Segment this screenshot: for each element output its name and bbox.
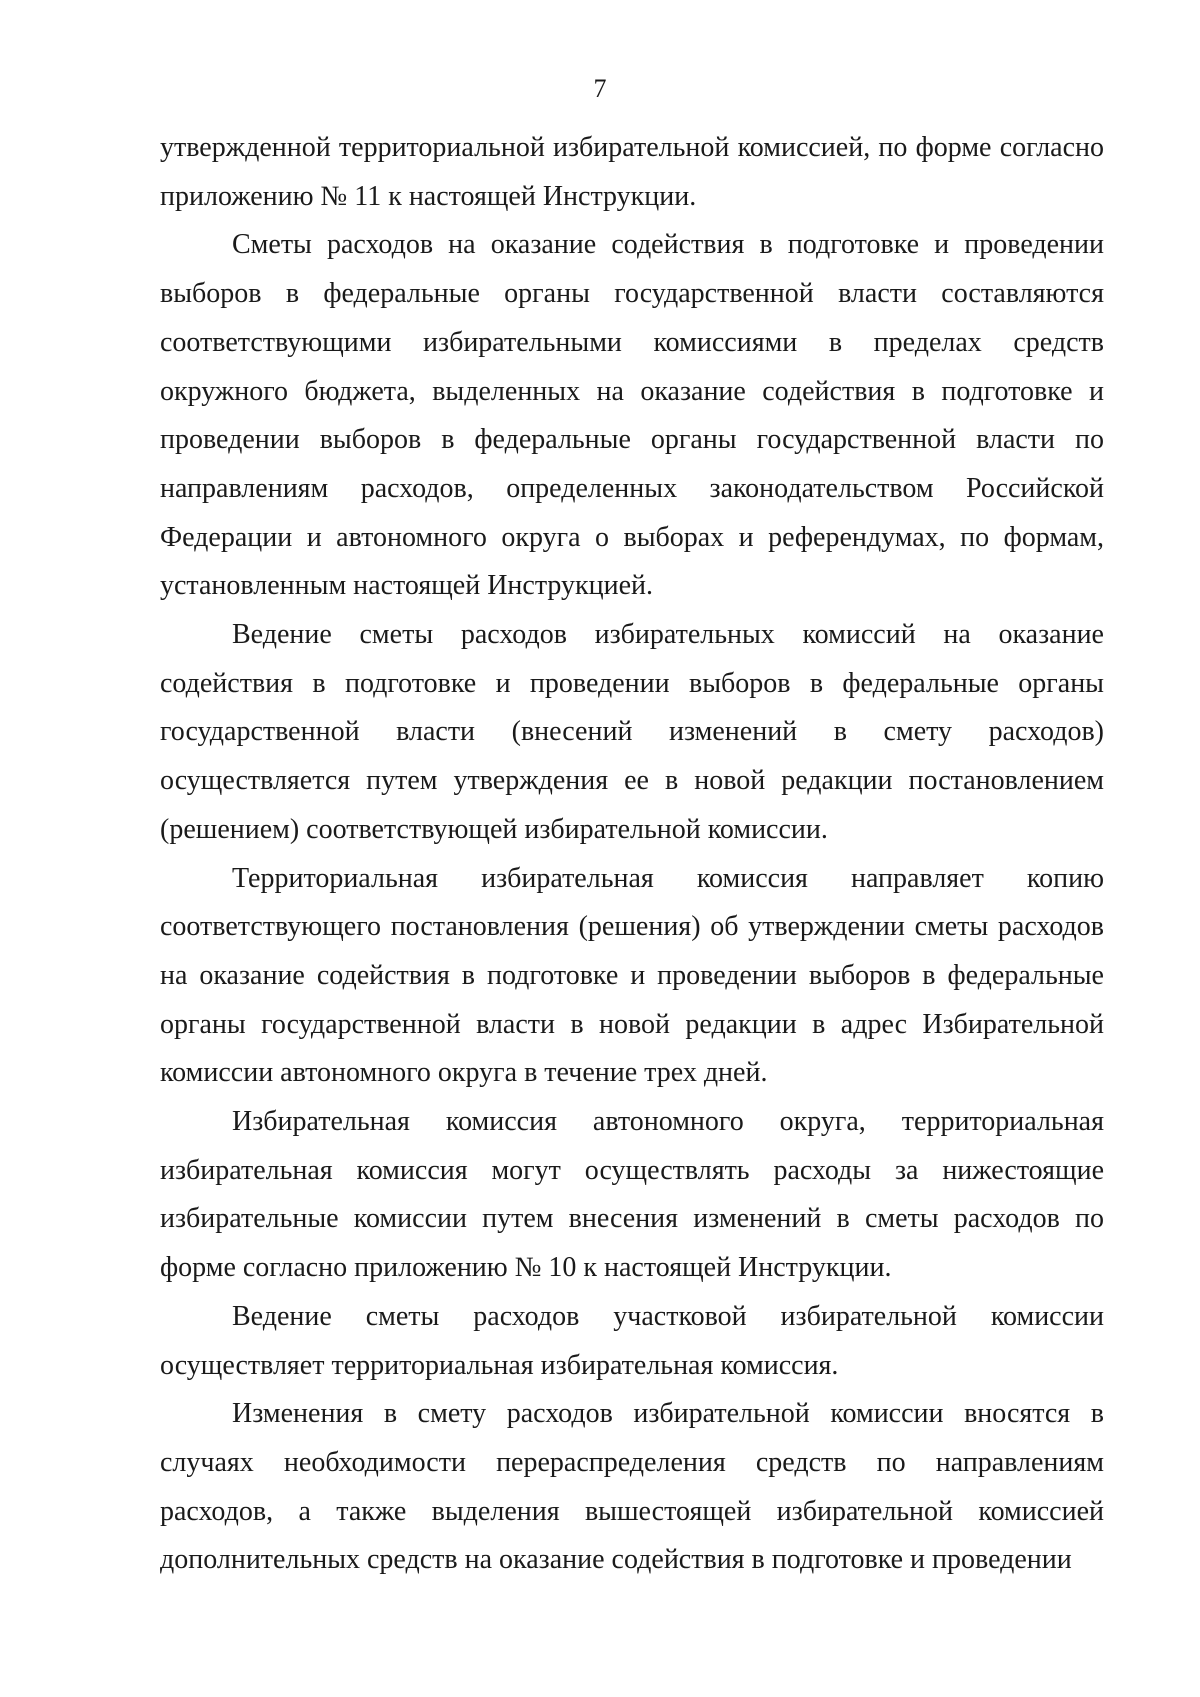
paragraph-6: Ведение сметы расходов участковой избирательной комиссии осуществляет территориальная избирательная комиссия.: [160, 1300, 1104, 1381]
paragraph-4: Территориальная избирательная комиссия направляет копию соответствующего постановления (решения) об утверждении сметы расходов на оказание содействия в подготовке и проведении выборов в федеральные органы государственной власти в новой редакции в адрес Избирательной комиссии автономного округа в течение трех дней.: [160, 862, 1104, 1089]
paragraph-3: Ведение сметы расходов избирательных комиссий на оказание содействия в подготовке и проведении выборов в федеральные органы государственной власти (внесений изменений в смету расходов) осуществляется путем утверждения ее в новой редакции постановлением (решением) соответствующей избирательной комиссии.: [160, 619, 1104, 845]
page-number: 7: [593, 74, 607, 103]
paragraph-7: Изменения в смету расходов избирательной комиссии вносятся в случаях необходимости перераспределения средств по направлениям расходов, а также выделения вышестоящей избирательной комиссией дополнительных средств на оказание содействия в подготовке и проведении: [160, 1398, 1104, 1576]
paragraph-1: утвержденной территориальной избирательной комиссией, по форме согласно приложению № 11 к настоящей Инструкции.: [160, 132, 1104, 212]
document-body: [160, 124, 1104, 1585]
paragraph-5: Избирательная комиссия автономного округа, территориальная избирательная комиссия могут осуществлять расходы за нижестоящие избирательные комиссии путем внесения изменений в сметы расходов по форме согласно приложению № 10 к настоящей Инструкции.: [160, 1106, 1104, 1284]
paragraph-2: Сметы расходов на оказание содействия в подготовке и проведении выборов в федеральные органы государственной власти составляются соответствующими избирательными комиссиями в пределах средств окружного бюджета, выделенных на оказание содействия в подготовке и проведении выборов в федеральные органы государственной власти по направлениям расходов, определенных законодательством Российской Федерации и автономного округа о выборах и референдумах, по формам, установленным настоящей Инструкцией.: [160, 229, 1104, 602]
